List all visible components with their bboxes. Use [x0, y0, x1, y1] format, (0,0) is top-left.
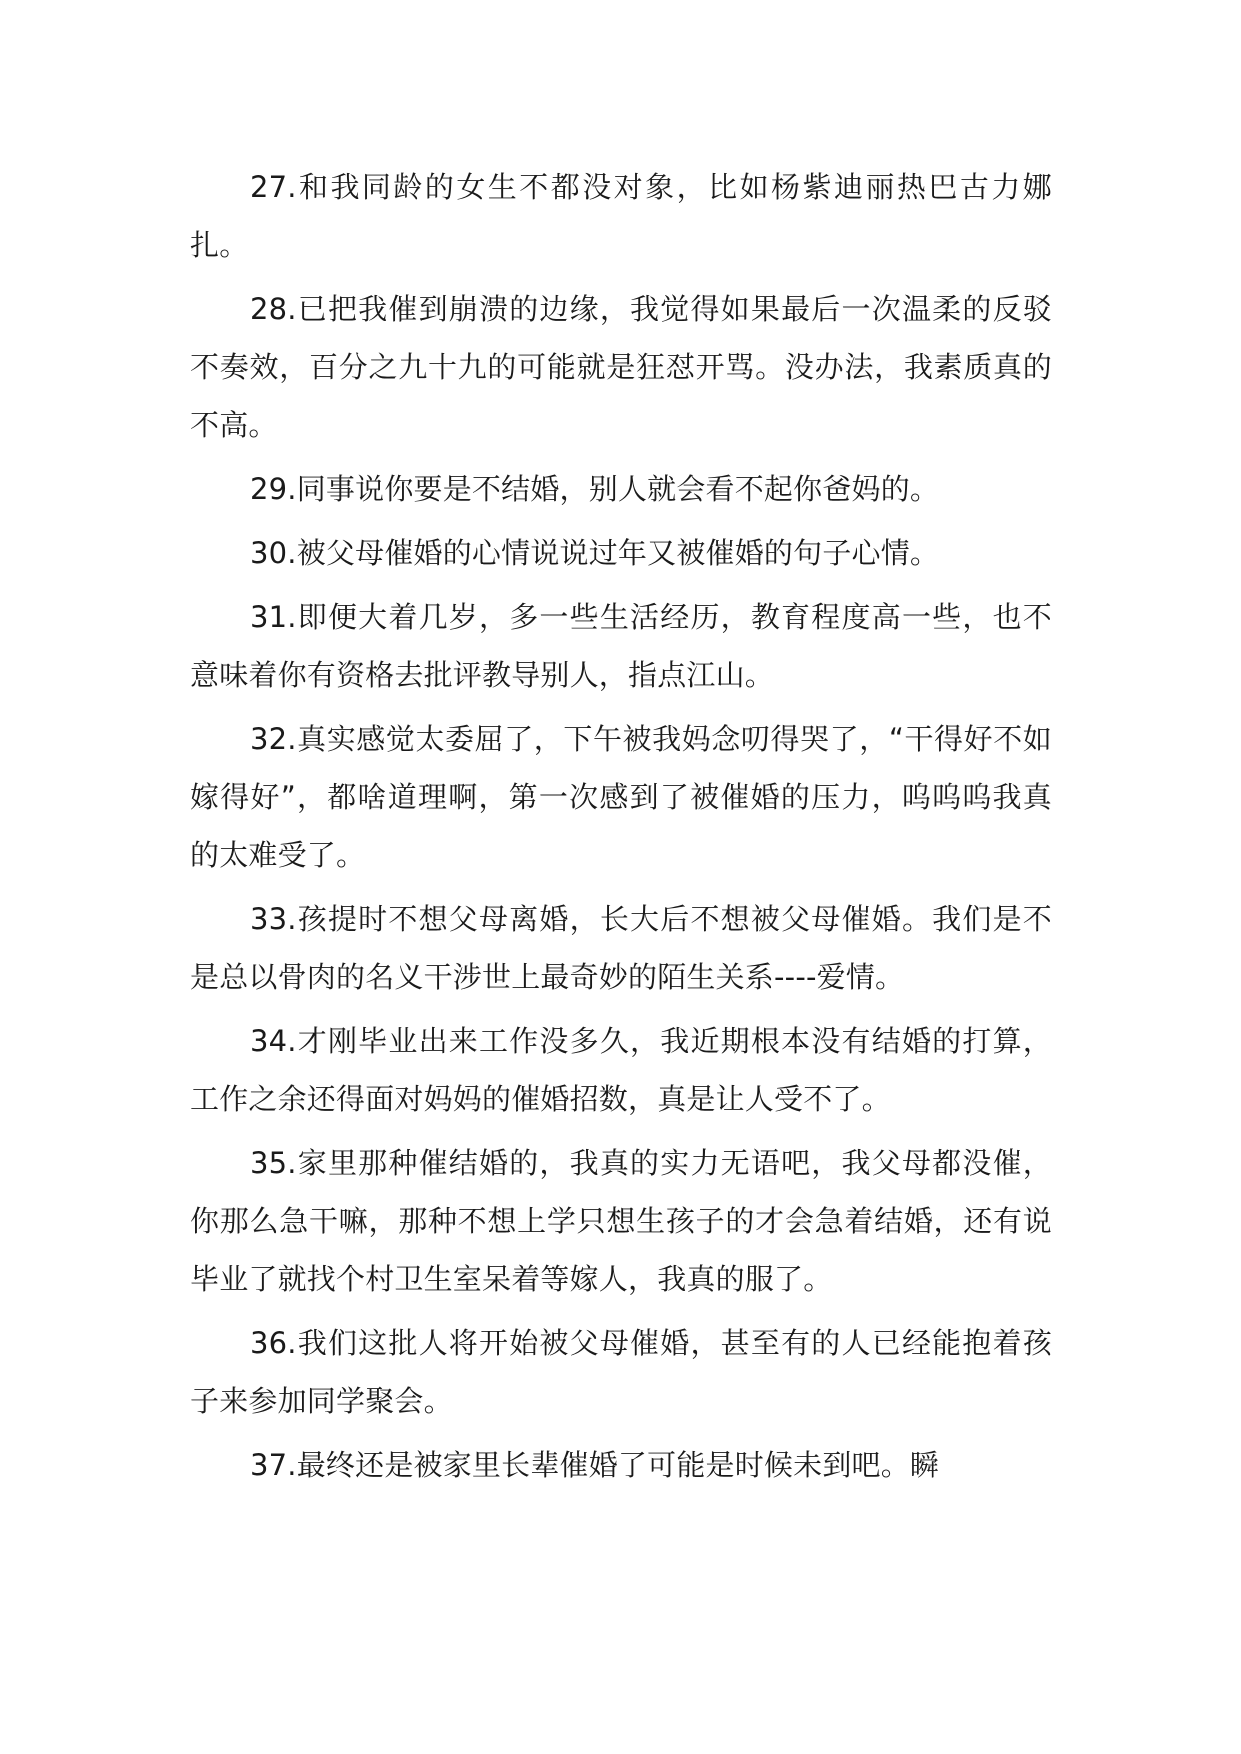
paragraph-27: 27.和我同龄的女生不都没对象，比如杨紫迪丽热巴古力娜扎。 [190, 170, 1052, 262]
paragraph-31: 31.即便大着几岁，多一些生活经历，教育程度高一些，也不意味着你有资格去批评教导别人，指点江山。 [190, 600, 1052, 692]
paragraph-29: 29.同事说你要是不结婚，别人就会看不起你爸妈的。 [250, 472, 940, 506]
paragraph-32: 32.真实感觉太委屈了，下午被我妈念叨得哭了，“干得好不如嫁得好”，都啥道理啊，第一次感到了被催婚的压力，呜呜呜我真的太难受了。 [190, 722, 1052, 872]
document-body [190, 158, 1052, 1500]
paragraph-34: 34.才刚毕业出来工作没多久，我近期根本没有结婚的打算，工作之余还得面对妈妈的催婚招数，真是让人受不了。 [190, 1024, 1052, 1116]
paragraph-35: 35.家里那种催结婚的，我真的实力无语吧，我父母都没催，你那么急干嘛，那种不想上学只想生孩子的才会急着结婚，还有说毕业了就找个村卫生室呆着等嫁人，我真的服了。 [190, 1146, 1052, 1296]
paragraph-37: 37.最终还是被家里长辈催婚了可能是时候未到吧。瞬 [250, 1448, 940, 1482]
paragraph-30: 30.被父母催婚的心情说说过年又被催婚的句子心情。 [250, 536, 940, 570]
paragraph-28: 28.已把我催到崩溃的边缘，我觉得如果最后一次温柔的反驳不奏效，百分之九十九的可能就是狂怼开骂。没办法，我素质真的不高。 [190, 292, 1052, 442]
paragraph-33: 33.孩提时不想父母离婚，长大后不想被父母催婚。我们是不是总以骨肉的名义干涉世上最奇妙的陌生关系----爱情。 [190, 902, 1052, 994]
paragraph-36: 36.我们这批人将开始被父母催婚，甚至有的人已经能抱着孩子来参加同学聚会。 [190, 1326, 1052, 1418]
